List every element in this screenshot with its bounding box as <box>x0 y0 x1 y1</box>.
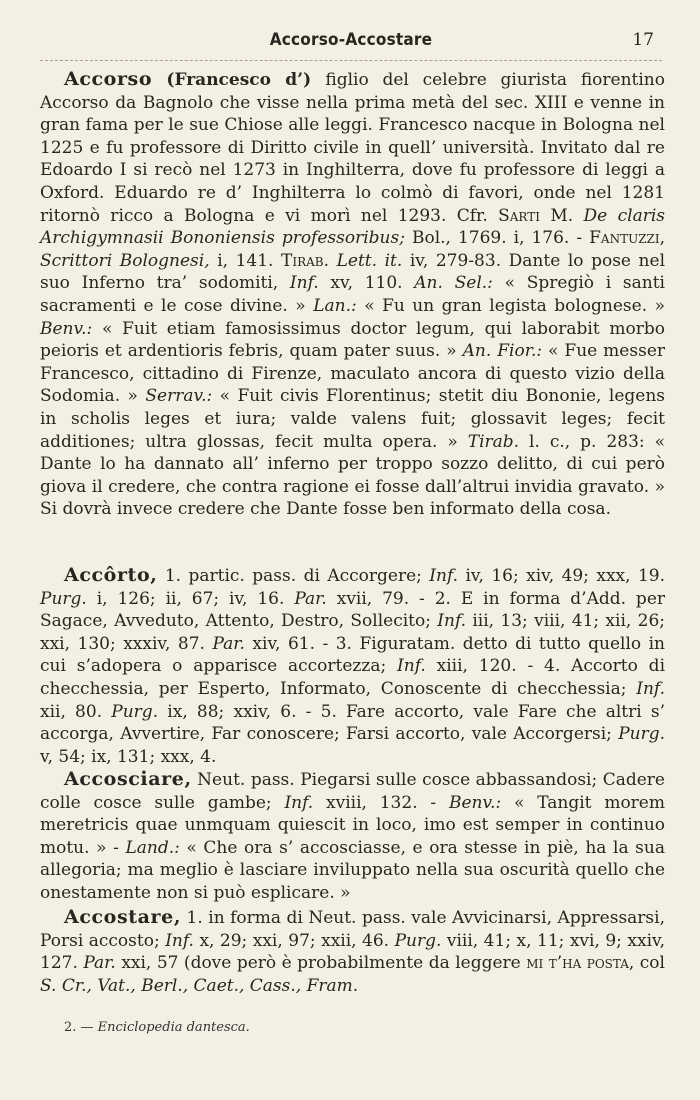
header-rule <box>40 60 662 61</box>
entry-text-segment: « Fu un gran legista bolognese. » <box>356 295 665 316</box>
entry-accorso <box>40 68 665 521</box>
entry-text-segment: Par. <box>294 588 327 609</box>
entry-text-segment: « Fuit etiam famosissimus doctor legum, qui laborabit morbo peioris et ardentioris febris, quam pater suus. » <box>40 318 665 362</box>
entry-text-segment: Scrittori Bolognesi, <box>40 250 210 271</box>
entry-text-segment: Lett. it. <box>336 250 403 271</box>
entry-text-segment: iii, 13; viii, 41; xii, 26; xxi, 130; xxxiv, 87. <box>40 611 665 654</box>
entry-text-segment: Sarti <box>498 205 540 226</box>
running-header <box>40 30 662 56</box>
entry-text-segment: , <box>659 228 666 249</box>
entry-text-segment <box>329 251 337 271</box>
entry-text-segment: Inf. <box>289 273 319 294</box>
entry-text-segment: i, 126; ii, 67; iv, 16. <box>86 588 295 609</box>
entry-text-segment: xii, 80. <box>40 701 112 722</box>
entry-text-segment: An. Sel.: <box>414 273 493 294</box>
entry-text-segment: xviii, 132. - <box>313 792 449 813</box>
entry-text-segment: Neut. pass. Piegarsi sulle cosce abbassandosi; Cadere colle cosce sulle gambe; <box>40 770 665 813</box>
entry-text-segment: Tirab. <box>467 431 520 452</box>
entry-text-segment: iv, 279-83. Dante lo pose nel suo Inferno tra’ sodomiti, <box>40 250 666 294</box>
entry-accosciare <box>40 768 665 905</box>
entry-text-segment: xvii, 79. - 2. E in forma d’Add. per Sagace, Avveduto, Attento, Destro, Sollecito; <box>40 588 665 632</box>
headword: Accostare, <box>64 906 182 928</box>
entry-text-segment: iv, 16; xiv, 49; xxx, 19. <box>458 566 665 586</box>
entry-text-segment: Tirab. <box>281 250 330 271</box>
entry-accostare <box>40 906 665 997</box>
page-number: 17 <box>632 30 654 50</box>
entry-text-segment: Par. <box>83 953 116 974</box>
entry-text-segment: v, 54; ix, 131; xxx, 4. <box>40 746 217 767</box>
entry-text-segment: « Fuit civis Florentinus; stetit diu Bononie, legens in scholis leges et iura; valde valens fuit; glossavit leges; fecit additiones; ultra glossas, fecit multa opera. » <box>40 386 665 452</box>
signature-text: Enciclopedia dantesca. <box>97 1020 250 1035</box>
entry-text-segment: Serrav.: <box>145 386 213 407</box>
header-title: Accorso-Accostare <box>269 30 433 50</box>
entry-text-segment: « Spregiò i santi sacramenti e le cose divine. » <box>40 273 665 316</box>
entry-text-segment: xiv, 61. - 3. Figuratam. detto di tutto quello in cui s’adopera o apparisce accortezza; <box>40 633 665 677</box>
headword: Accosciare, <box>64 768 192 790</box>
entry-text-segment: xxi, 57 (dove però è probabilmente da leggere <box>115 953 527 974</box>
entry-text-segment: ix, 88; xxiv, 6. - 5. Fare accorto, vale Fare che altri s’ accorga, Avvertire, Far conoscere; Farsi accorto, vale Accorgersi; <box>40 701 665 745</box>
entry-text-segment: Purg. <box>40 588 87 609</box>
entry-text-segment: Fantuzzi <box>589 228 660 249</box>
entry-text-segment: Land.: <box>125 837 180 858</box>
signature-footer <box>64 1020 250 1035</box>
entry-text-segment: figlio del celebre giurista fiorentino Accorso da Bagnolo che visse nella prima metà del sec. XIII e venne in gran fama per le sue Chiose alle leggi. Francesco nacque in Bologna nel 1225 e fu professore di Diritto civile in quell’ università. Invitato dal re Edoardo I si recò nel 1273 in Inghilterra, dove fu professore di leggi a Oxford. Eduardo re d’ Inghilterra lo colmò di favori, onde nel 1281 ritornò ricco a Bologna e vi morì nel 1293. Cfr. <box>40 70 665 226</box>
entry-text-segment: Benv.: <box>40 318 93 339</box>
entry-text-segment: Inf. <box>284 792 314 813</box>
entry-text-segment: , col <box>628 953 665 974</box>
entry-text-segment: Benv.: <box>448 792 502 813</box>
entry-text-segment: Bol., 1769. i, 176. - <box>404 228 590 249</box>
entry-text-segment: S. Cr., Vat., Berl., Caet., Cass., Fram. <box>40 975 359 996</box>
entry-text-segment: xiii, 120. - 4. Accorto di checchessia, per Esperto, Informato, Conoscente di checchessia; <box>40 656 666 699</box>
entry-text-segment: Lan.: <box>313 295 357 316</box>
entry-text-segment: An. Fior.: <box>462 341 543 362</box>
entry-text-segment: Purg. <box>618 724 665 745</box>
entry-text-segment: M. <box>539 205 584 226</box>
entry-text-segment: Inf. <box>437 611 467 632</box>
entry-text-segment: xv, 110. <box>318 273 415 294</box>
entry-text-segment: 1. partic. pass. di Accorgere; <box>157 566 430 586</box>
entry-text-segment: « Tangit morem meretricis quae unmquam quiescit in loco, imo est semper in continuo motu. » - <box>40 792 665 858</box>
entry-text-segment: l. c., p. 283: « Dante lo ha dannato all’ inferno per troppo sozzo delitto, di cui però giova il credere, che contra ragione ei fosse dall’altrui invidia gravato. » Si dovrà invece credere che Dante fosse ben informato della cosa. <box>40 431 665 520</box>
entry-text-segment: (Francesco d’) <box>152 70 326 90</box>
headword: Accôrto, <box>64 564 158 586</box>
headword: Accorso <box>64 68 153 90</box>
entry-text-segment: « Fue messer Francesco, cittadino di Firenze, maculato ancora di questo vizio della Sodomia. » <box>40 341 666 407</box>
signature-number: 2. — <box>64 1020 98 1035</box>
entry-accorto <box>40 564 665 768</box>
entry-text-segment: Purg. <box>394 930 442 951</box>
entry-text-segment: 1. in forma di Neut. pass. vale Avvicinarsi, Appressarsi, Porsi accosto; <box>40 908 665 951</box>
entry-text-segment: viii, 41; x, 11; xvi, 9; xxiv, 127. <box>40 930 665 974</box>
entry-text-segment: De claris Archigymnasii Bononiensis professoribus; <box>40 205 665 249</box>
entry-text-segment: « Che ora s’ accosciasse, e ora stesse in piè, ha la sua allegoria; ma meglio è lasciare inviluppato nella sua oscurità quello che onestamente non si può esplicare. » <box>40 837 665 903</box>
entry-text-segment: Inf. <box>636 678 665 699</box>
entry-text-segment: Inf. <box>429 566 459 586</box>
entry-text-segment: Inf. <box>165 930 194 951</box>
entry-text-segment: Inf. <box>397 656 426 677</box>
entry-text-segment: x, 29; xxi, 97; xxii, 46. <box>193 930 395 951</box>
entry-text-segment: Purg. <box>111 701 159 722</box>
entry-text-segment: Par. <box>212 633 245 654</box>
entry-text-segment: mi t’ha posta <box>526 953 629 974</box>
entry-text-segment: i, 141. <box>209 250 282 271</box>
